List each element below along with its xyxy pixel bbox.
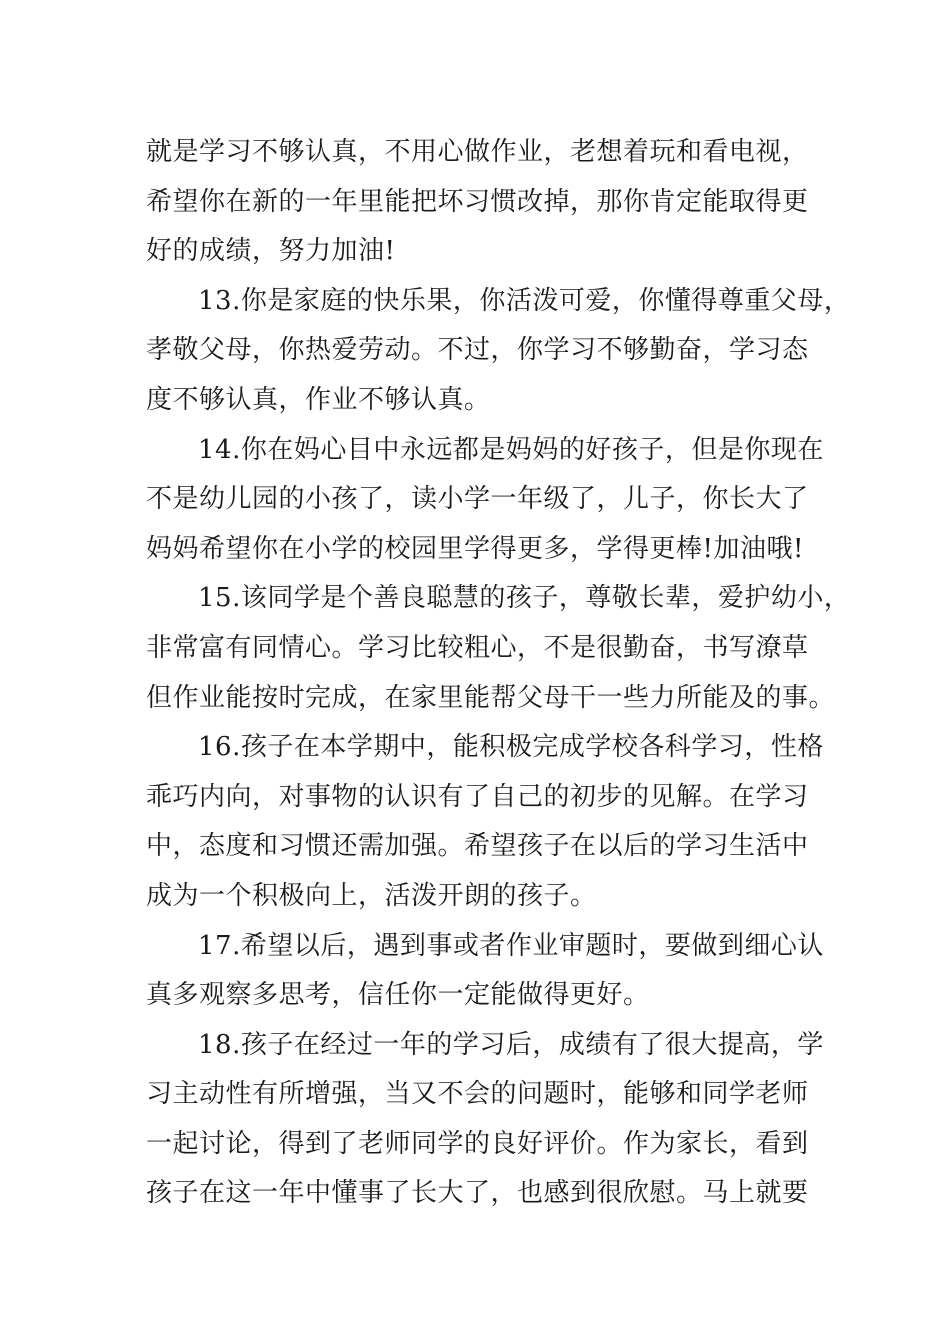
text-line: 习主动性有所增强，当又不会的问题时，能够和同学老师 xyxy=(146,1079,809,1110)
paragraph-18-start: 18.孩子在经过一年的学习后，成绩有了很大提高，学 xyxy=(198,1029,824,1060)
document-body xyxy=(146,128,851,1219)
paragraph-14-start: 14.你在妈心目中永远都是妈妈的好孩子，但是你现在 xyxy=(198,434,824,465)
text-line: 妈妈希望你在小学的校园里学得更多，学得更棒!加油哦! xyxy=(146,533,804,564)
text-line: 度不够认真，作业不够认真。 xyxy=(146,384,491,415)
text-line: 不是幼儿园的小孩了，读小学一年级了，儿子，你长大了 xyxy=(146,484,809,515)
paragraph-15-start: 15.该同学是个善良聪慧的孩子，尊敬长辈，爱护幼小， xyxy=(198,583,851,614)
text-line: 孝敬父母，你热爱劳动。不过，你学习不够勤奋，学习态 xyxy=(146,335,809,366)
text-line: 希望你在新的一年里能把坏习惯改掉，那你肯定能取得更 xyxy=(146,186,809,217)
text-line: 一起讨论，得到了老师同学的良好评价。作为家长，看到 xyxy=(146,1128,809,1159)
text-line: 中，态度和习惯还需加强。希望孩子在以后的学习生活中 xyxy=(146,831,809,862)
paragraph-16-start: 16.孩子在本学期中，能积极完成学校各科学习，性格 xyxy=(198,732,824,763)
text-line: 好的成绩，努力加油! xyxy=(146,236,396,267)
text-line: 非常富有同情心。学习比较粗心，不是很勤奋，书写潦草 xyxy=(146,632,809,663)
paragraph-17-start: 17.希望以后，遇到事或者作业审题时，要做到细心认 xyxy=(198,930,824,961)
text-line: 就是学习不够认真，不用心做作业，老想着玩和看电视， xyxy=(146,137,809,167)
text-line: 真多观察多思考，信任你一定能做得更好。 xyxy=(146,980,650,1011)
text-line: 成为一个积极向上，活泼开朗的孩子。 xyxy=(146,880,597,911)
text-line: 但作业能按时完成，在家里能帮父母干一些力所能及的事。 xyxy=(146,682,836,713)
paragraph-13-start: 13.你是家庭的快乐果，你活泼可爱，你懂得尊重父母， xyxy=(198,285,851,316)
text-line: 乖巧内向，对事物的认识有了自己的初步的见解。在学习 xyxy=(146,781,809,812)
text-line: 孩子在这一年中懂事了长大了，也感到很欣慰。马上就要 xyxy=(146,1178,809,1209)
